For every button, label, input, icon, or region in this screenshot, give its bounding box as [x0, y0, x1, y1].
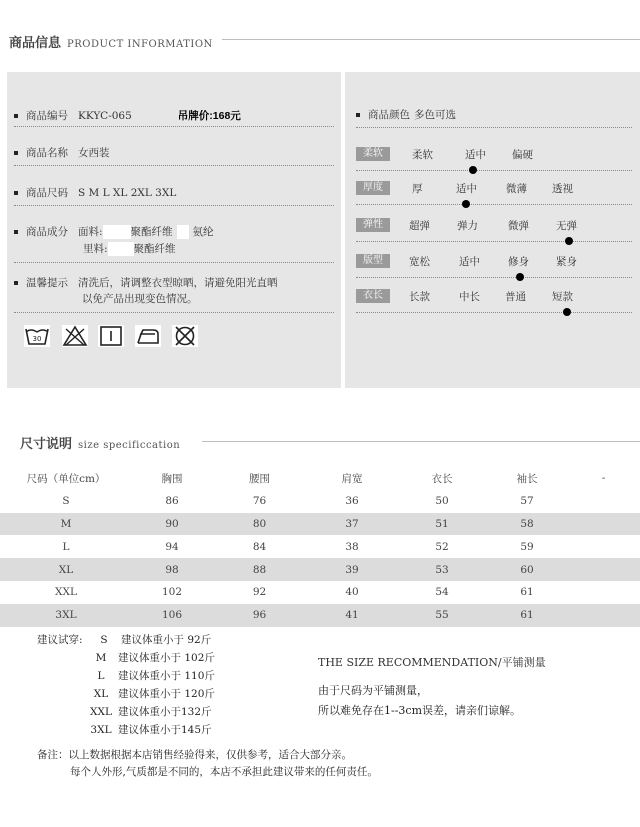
- name-label: 商品名称: [26, 147, 68, 159]
- attribute-row: [356, 181, 626, 211]
- table-cell: [567, 535, 640, 558]
- size-section-header: [20, 433, 180, 452]
- lining-row: [83, 241, 176, 256]
- header-extra: -: [601, 472, 606, 485]
- recommendation-text: 建议体重小于145斤: [118, 724, 212, 736]
- header-bust: 胸围: [161, 472, 183, 485]
- attribute-name: 弹性: [356, 218, 390, 232]
- attribute-option: 弹力: [457, 220, 478, 232]
- product-size-row: [14, 185, 176, 200]
- table-cell: 90: [132, 513, 212, 536]
- table-row: [0, 490, 640, 513]
- size-table-header: [0, 467, 640, 490]
- bullet: [14, 191, 18, 195]
- composition-row: [14, 224, 214, 239]
- table-cell: 98: [132, 558, 212, 581]
- attribute-option: 微薄: [506, 183, 527, 195]
- color-label: 商品颜色: [368, 109, 410, 121]
- table-cell: 61: [520, 586, 534, 599]
- table-cell: 52: [435, 540, 449, 553]
- table-cell: 60: [487, 558, 567, 581]
- table-cell: 102: [161, 586, 183, 599]
- product-name-row: [14, 145, 110, 160]
- attribute-option: 修身: [508, 256, 529, 268]
- no-dry-clean-icon: [172, 325, 198, 347]
- fabric-value: 聚酯纤维: [130, 226, 173, 238]
- table-cell: 3XL: [0, 604, 132, 627]
- dotted-divider: [356, 170, 632, 171]
- table-cell: [567, 604, 640, 627]
- recommendation-text: 建议体重小于 110斤: [118, 670, 215, 682]
- attribute-option: 普通: [505, 291, 526, 303]
- fabric-extra: 氨纶: [192, 226, 214, 238]
- mask-block: [177, 225, 189, 239]
- recommendation-title: THE SIZE RECOMMENDATION/平铺测量: [318, 656, 546, 669]
- dotted-divider: [356, 204, 632, 205]
- color-value: 多色可选: [414, 109, 456, 121]
- product-info-header: [9, 32, 213, 51]
- recommendation-size: 3XL: [90, 724, 112, 736]
- recommend-label: 建议试穿:: [37, 634, 83, 646]
- table-cell: XL: [0, 558, 132, 581]
- size-section-subtitle: size specificcation: [78, 440, 181, 451]
- note-line1: 备注：以上数据根据本店销售经验得来，仅供参考，适合大部分亲。: [37, 749, 352, 761]
- table-cell: [567, 513, 640, 536]
- attribute-option: 宽松: [409, 256, 430, 268]
- attribute-row: [356, 289, 626, 319]
- table-cell: 51: [397, 513, 487, 536]
- tag-price: 吊牌价:168元: [177, 110, 241, 122]
- code-value: KKYC-065: [78, 110, 132, 122]
- dotted-divider: [14, 165, 334, 166]
- table-cell: 57: [520, 495, 534, 508]
- table-cell: 92: [252, 586, 267, 599]
- recommendation-text: 建议体重小于 102斤: [118, 652, 215, 664]
- recommendation-item: [90, 650, 215, 665]
- attribute-option: 偏硬: [512, 149, 533, 161]
- recommendation-item: [93, 632, 211, 647]
- table-cell: M: [0, 513, 132, 536]
- size-value: S M L XL 2XL 3XL: [78, 187, 177, 199]
- composition-label: 商品成分: [26, 226, 68, 238]
- warm-tip-line1: 清洗后，请调整衣型晾晒，请避免阳光直晒: [78, 277, 278, 289]
- table-row: [0, 513, 640, 536]
- table-cell: [567, 581, 640, 604]
- size-label: 商品尺码: [26, 187, 68, 199]
- tumble-dry-icon: [98, 325, 124, 347]
- attribute-name: 厚度: [356, 181, 390, 195]
- table-row: [0, 604, 640, 627]
- header-shoulder: 肩宽: [341, 472, 363, 485]
- attribute-option: 适中: [459, 256, 480, 268]
- fabric-label: 面料:: [78, 226, 103, 238]
- lining-value: 聚酯纤维: [133, 243, 176, 255]
- header-sleeve: 袖长: [516, 472, 538, 485]
- bullet: [14, 114, 18, 118]
- dotted-divider: [14, 126, 334, 127]
- attribute-option: 长款: [409, 291, 430, 303]
- recommendation-item: [90, 686, 215, 701]
- recommendation-size: XL: [93, 688, 109, 700]
- wash-30-icon: [24, 325, 50, 347]
- warm-tip-row: [14, 275, 278, 290]
- table-cell: 61: [487, 604, 567, 627]
- table-cell: 36: [345, 495, 359, 508]
- attribute-option: 短款: [552, 291, 573, 303]
- attribute-option: 微弹: [508, 220, 529, 232]
- svg-text:30: 30: [32, 335, 42, 343]
- iron-icon: [135, 325, 161, 347]
- recommendation-size: L: [97, 670, 105, 682]
- warm-tip-line2: 以免产品出现变色情况。: [82, 293, 198, 305]
- dotted-divider: [14, 312, 334, 313]
- dotted-divider: [356, 127, 632, 128]
- mask-block: [108, 242, 134, 256]
- attribute-option: 适中: [456, 183, 477, 195]
- attribute-option: 紧身: [556, 256, 577, 268]
- table-cell: XXL: [55, 586, 77, 599]
- dotted-divider: [356, 241, 632, 242]
- attribute-option: 柔软: [412, 149, 433, 161]
- table-cell: [567, 490, 640, 513]
- table-cell: 55: [397, 604, 487, 627]
- header-size: 尺码（单位cm）: [26, 472, 106, 485]
- warm-tip-label: 温馨提示: [26, 277, 68, 289]
- recommendation-line1: 由于尺码为平铺测量，: [318, 684, 428, 697]
- table-cell: 41: [307, 604, 397, 627]
- attribute-option: 适中: [465, 149, 486, 161]
- attribute-row: [356, 218, 626, 248]
- recommendation-size: M: [95, 652, 107, 664]
- size-table: [0, 467, 640, 627]
- recommendation-item: [90, 704, 212, 719]
- bullet: [14, 281, 18, 285]
- table-cell: 59: [520, 540, 534, 553]
- header-length: 衣长: [431, 472, 453, 485]
- mask-block: [103, 225, 131, 239]
- table-row: [0, 581, 640, 604]
- bullet: [14, 151, 18, 155]
- recommend-row: [37, 632, 83, 647]
- product-code-row: [14, 108, 241, 123]
- attribute-option: 中长: [459, 291, 480, 303]
- table-cell: [567, 558, 640, 581]
- table-cell: 106: [132, 604, 212, 627]
- bullet: [14, 230, 18, 234]
- attribute-option: 超弹: [409, 220, 430, 232]
- attribute-row: [356, 147, 626, 177]
- recommendation-item: [90, 722, 212, 737]
- table-cell: 37: [307, 513, 397, 536]
- table-cell: 39: [307, 558, 397, 581]
- dotted-divider: [356, 277, 632, 278]
- table-cell: 76: [252, 495, 267, 508]
- selected-indicator: [462, 200, 470, 208]
- bullet: [356, 113, 360, 117]
- product-info-subtitle: PRODUCT INFORMATION: [67, 39, 213, 50]
- recommendation-text: 建议体重小于 92斤: [121, 634, 212, 646]
- table-cell: 88: [212, 558, 307, 581]
- selected-indicator: [565, 237, 573, 245]
- table-cell: 84: [252, 540, 267, 553]
- header-waist: 腰围: [249, 472, 270, 485]
- header-rule: [222, 39, 640, 40]
- table-cell: S: [62, 495, 70, 508]
- table-cell: 50: [435, 495, 449, 508]
- header-rule: [202, 441, 640, 442]
- color-row: [356, 107, 456, 122]
- attribute-name: 版型: [356, 254, 390, 268]
- recommendation-text: 建议体重小于 120斤: [118, 688, 215, 700]
- dotted-divider: [14, 262, 334, 263]
- name-value: 女西装: [78, 147, 110, 159]
- table-cell: 38: [345, 540, 359, 553]
- selected-indicator: [469, 166, 477, 174]
- table-cell: 53: [397, 558, 487, 581]
- table-row: [0, 558, 640, 581]
- dotted-divider: [14, 205, 334, 206]
- table-cell: 40: [345, 586, 359, 599]
- recommendation-line2: 所以难免存在1--3cm误差，请亲们谅解。: [318, 704, 522, 717]
- product-info-title: 商品信息: [9, 36, 62, 51]
- attribute-row: [356, 254, 626, 284]
- table-cell: 80: [212, 513, 307, 536]
- table-cell: 96: [212, 604, 307, 627]
- attribute-option: 厚: [412, 183, 423, 195]
- recommendation-item: [90, 668, 215, 683]
- attribute-name: 衣长: [356, 289, 390, 303]
- attribute-option: 透视: [552, 183, 573, 195]
- table-cell: L: [62, 540, 70, 553]
- table-cell: 94: [165, 540, 179, 553]
- recommendation-size: S: [100, 634, 108, 646]
- table-cell: 54: [435, 586, 449, 599]
- recommendation-size: XXL: [90, 706, 112, 718]
- recommendation-text: 建议体重小于132斤: [118, 706, 212, 718]
- selected-indicator: [516, 273, 524, 281]
- attribute-name: 柔软: [356, 147, 390, 161]
- table-cell: 58: [487, 513, 567, 536]
- note-line2: 每个人外形,气质都是不同的，本店不承担此建议带来的任何责任。: [70, 766, 378, 778]
- attribute-option: 无弹: [556, 220, 577, 232]
- table-cell: 86: [165, 495, 179, 508]
- size-section-title: 尺寸说明: [20, 437, 73, 452]
- selected-indicator: [563, 308, 571, 316]
- table-row: [0, 535, 640, 558]
- code-label: 商品编号: [26, 110, 68, 122]
- no-bleach-icon: [62, 325, 88, 347]
- dotted-divider: [356, 312, 632, 313]
- lining-label: 里料:: [83, 243, 108, 255]
